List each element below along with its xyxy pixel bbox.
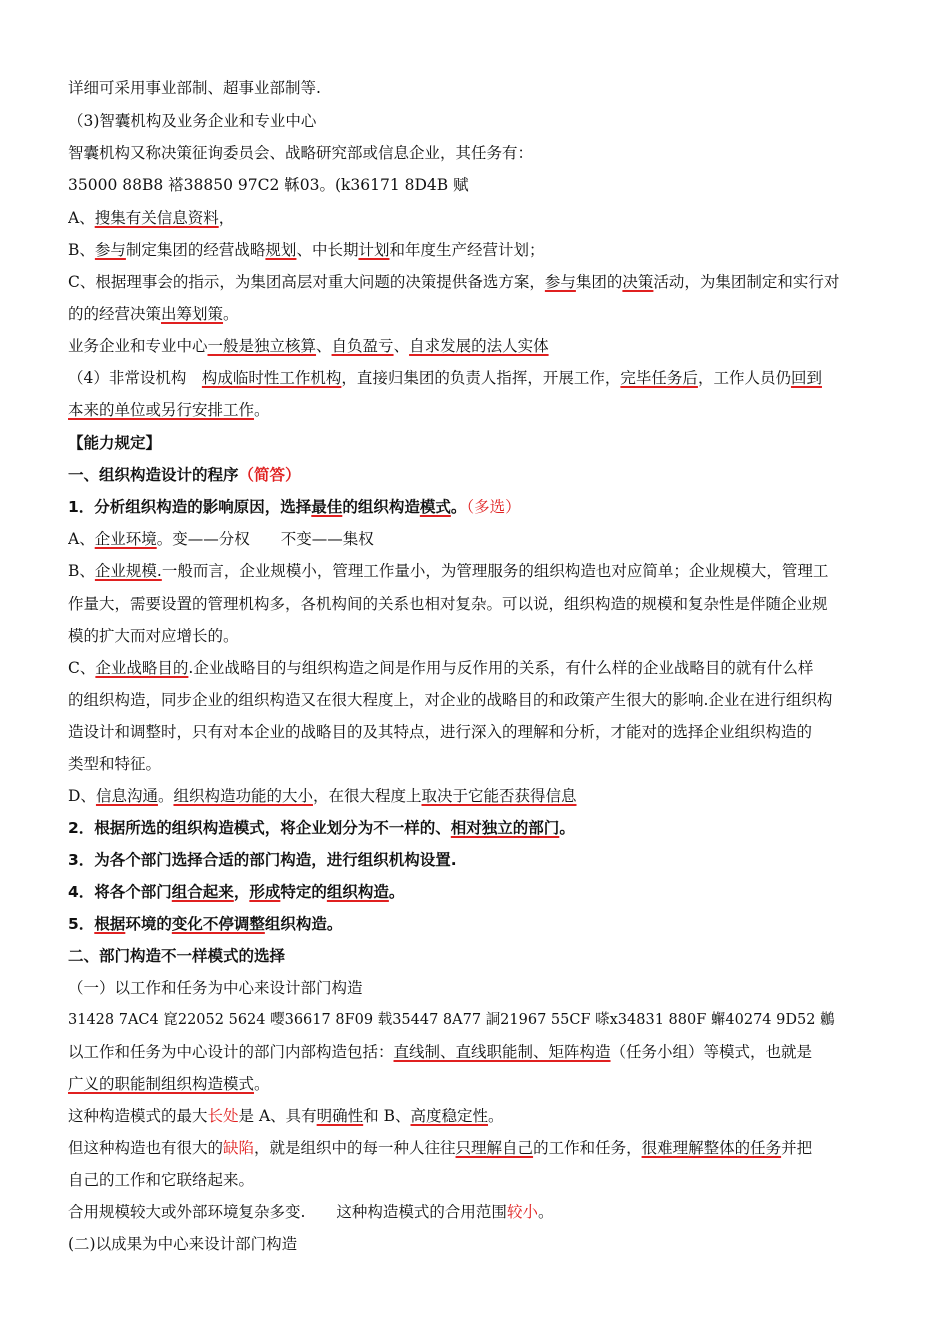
paragraph: 的的经营决策出筹划策。 [68,305,239,323]
paragraph: 本来的单位或另行安排工作。 [68,401,270,419]
numbered-item: 4．将各个部门组合起来，形成特定的组织构造。 [68,883,405,901]
list-item: A、搜集有关信息资料， [68,209,235,227]
paragraph: 这种构造模式的最大长处是 A、具有明确性和 B、高度稳定性。 [68,1107,504,1125]
paragraph: 合用规模较大或外部环境复杂多变. 这种构造模式的合用范围较小。 [68,1203,554,1221]
list-item: D、信息沟通。组织构造功能的大小，在很大程度上取决于它能否获得信息 [68,787,577,805]
section-heading: 【能力规定】 [68,434,162,452]
list-item: B、参与制定集团的经营战略规划、中长期计划和年度生产经营计划； [68,241,545,259]
list-item: A、企业环境。变——分权 不变——集权 [68,530,374,548]
list-item: C、根据理事会的指示，为集团高层对重大问题的决策提供备选方案，参与集团的决策活动，为集团制定和实行对 [68,273,840,291]
paragraph: （4）非常设机构 构成临时性工作机构，直接归集团的负责人指挥，开展工作，完毕任务后，工作人员仍回到 [68,369,822,387]
numbered-item: 1．分析组织构造的影响原因，选择最佳的组织构造模式。（多选） [68,498,521,516]
paragraph: 模的扩大而对应增长的。 [68,627,239,645]
section-heading: (二)以成果为中心来设计部门构造 [68,1235,298,1253]
numbered-item: 3．为各个部门选择合适的部门构造，进行组织机构设置. [68,851,457,869]
paragraph: 类型和特征。 [68,755,162,773]
list-item: C、企业战略目的.企业战略目的与组织构造之间是作用与反作用的关系，有什么样的企业战略目的就有什么样 [68,659,814,677]
paragraph: 智囊机构又称决策征询委员会、战略研究部或信息企业，其任务有： [68,144,534,162]
paragraph: 作量大，需要设置的管理机构多，各机构间的关系也相对复杂。可以说，组织构造的规模和复杂性是伴随企业规 [68,595,828,613]
paragraph: 自己的工作和它联络起来。 [68,1171,255,1189]
section-heading: （3)智囊机构及业务企业和专业中心 [68,112,317,130]
paragraph: 详细可采用事业部制、超事业部制等. [68,79,321,97]
paragraph: 以工作和任务为中心设计的部门内部构造包括：直线制、直线职能制、矩阵构造（任务小组）等模式，也就是 [68,1043,813,1061]
paragraph: 造设计和调整时，只有对本企业的战略目的及其特点，进行深入的理解和分析，才能对的选择企业组织构造的 [68,723,813,741]
paragraph: 31428 7AC4 窤22052 5624 嘤36617 8F09 载35447 8A77 詷21967 55CF 嗏x34831 880F 蠏40274 9D52 鶒 [68,1012,835,1028]
paragraph: 的组织构造，同步企业的组织构造又在很大程度上，对企业的战略目的和政策产生很大的影响.企业在进行组织构 [68,691,833,709]
numbered-item: 5．根据环境的变化不停调整组织构造。 [68,915,343,933]
numbered-item: 2．根据所选的组织构造模式，将企业划分为不一样的、相对独立的部门。 [68,819,575,837]
list-item: B、企业规模.一般而言，企业规模小，管理工作量小，为管理服务的组织构造也对应简单；企业规模大，管理工 [68,562,829,580]
paragraph: 但这种构造也有很大的缺陷，就是组织中的每一种人往往只理解自己的工作和任务，很难理解整体的任务并把 [68,1139,813,1157]
paragraph: 广义的职能制组织构造模式。 [68,1075,270,1093]
section-heading: 一、组织构造设计的程序（简答） [68,466,301,484]
paragraph: 业务企业和专业中心一般是独立核算、自负盈亏、自求发展的法人实体 [68,337,549,355]
paragraph: 35000 88B8 褡38850 97C2 鞂03。(k36171 8D4B 赋 [68,176,469,194]
section-heading: （一）以工作和任务为中心来设计部门构造 [68,979,363,997]
section-heading: 二、部门构造不一样模式的选择 [68,947,286,965]
